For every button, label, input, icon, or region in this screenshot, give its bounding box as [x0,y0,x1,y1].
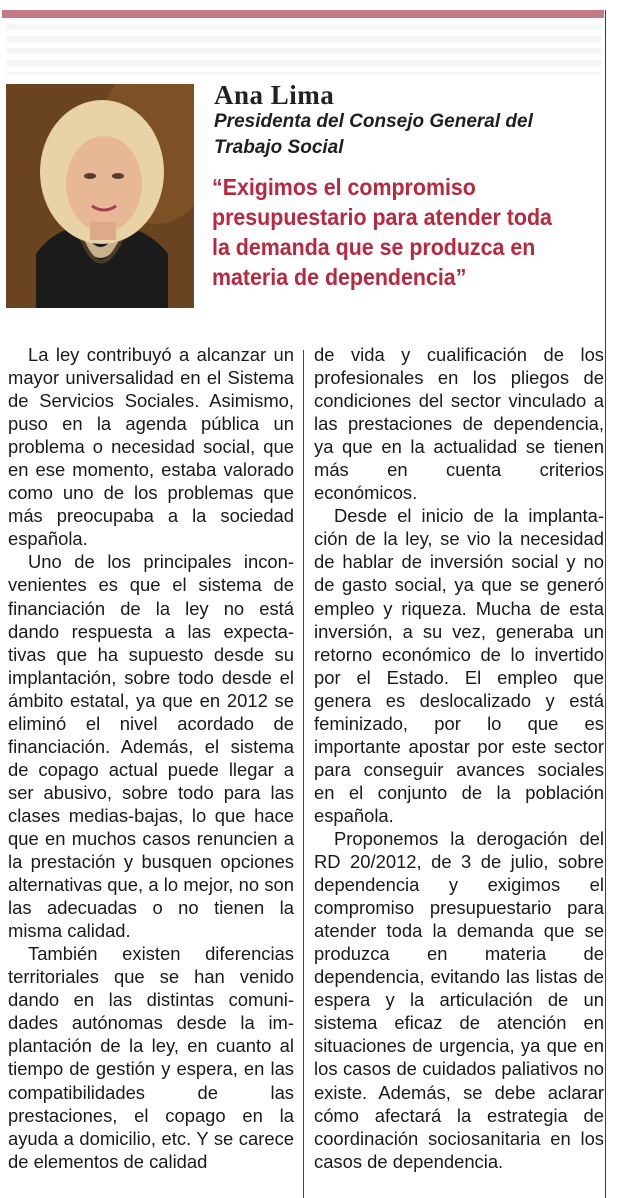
paragraph: Uno de los principales inconvenientes es que el sistema de financiación de la ley no está dando respuesta a las expectativas que ha supuesto desde su implantación, sobre todo desde el ámbito estatal, ya que en 2012 se eliminó el nivel acordado de financiación. Además, el sistema de copago actual puede llegar a ser abusivo, sobre todo para las clases medias-bajas, lo que hace que en muchos casos renuncien a la prestación y busquen opciones alternativas que, a lo mejor, no son las adecuadas o no tienen la misma calidad. [8,551,294,942]
article-column-right [314,343,604,1173]
pull-quote: “Exigimos el compromiso presupuestario para atender toda la demanda que se produzca en materia de dependencia” [212,174,552,290]
paragraph: También existen diferencias territoriales que se han venido dando en las distintas comunidades autónomas desde la implantación de la ley, en cuanto al tiempo de gestión y espera, en las compatibilidades de las prestaciones, el copago en la ayuda a domicilio, etc. Y se carece de elementos de calidad [8,943,294,1172]
author-role: Presidenta del Consejo General del Trabajo Social [214,111,533,158]
paragraph: La ley contribuyó a alcanzar un mayor universalidad en el Sistema de Servicios Sociales. Asimismo, puso en la agenda pública un problema o necesidad social, que en ese momento, estaba valorado como uno de los problemas que más preocupaba a la sociedad española. [8,344,294,550]
column-divider [303,350,304,1198]
previous-article-bleed [6,24,602,74]
author-name: Ana Lima [214,80,335,110]
page-edge-rule [605,10,606,1198]
paragraph: Proponemos la derogación del RD 20/2012, de 3 de julio, sobre dependencia y exigimos el compromiso presupuestario para atender toda la demanda que se produzca en materia de dependencia, evitando las listas de espera y la articulación de un sistema eficaz de atención en situaciones de urgencia, ya que en los casos de cuidados paliativos no existe. Además, se debe aclarar cómo afectará la estrategia de coordinación sociosanitaria en los casos de dependencia. [314,827,604,1172]
paragraph: de vida y cualificación de los profesionales en los pliegos de condiciones del sector vinculado a las prestaciones de dependencia, ya que en la actualidad se tienen más en cuenta criterios económicos. [314,344,604,504]
top-color-bar [2,10,604,18]
author-photo [6,84,194,308]
paragraph: Desde el inicio de la implantación de la ley, se vio la necesidad de hablar de inversión social y no de gasto social, ya que se generó empleo y riqueza. Mucha de esta inversión, a su vez, generaba un retorno económico de lo invertido por el Estado. El empleo que genera es deslocalizado y está feminizado, por lo que es importante apostar por este sector para conseguir avances sociales en el conjunto de la población española. [314,505,604,826]
article-column-left [8,343,294,1173]
